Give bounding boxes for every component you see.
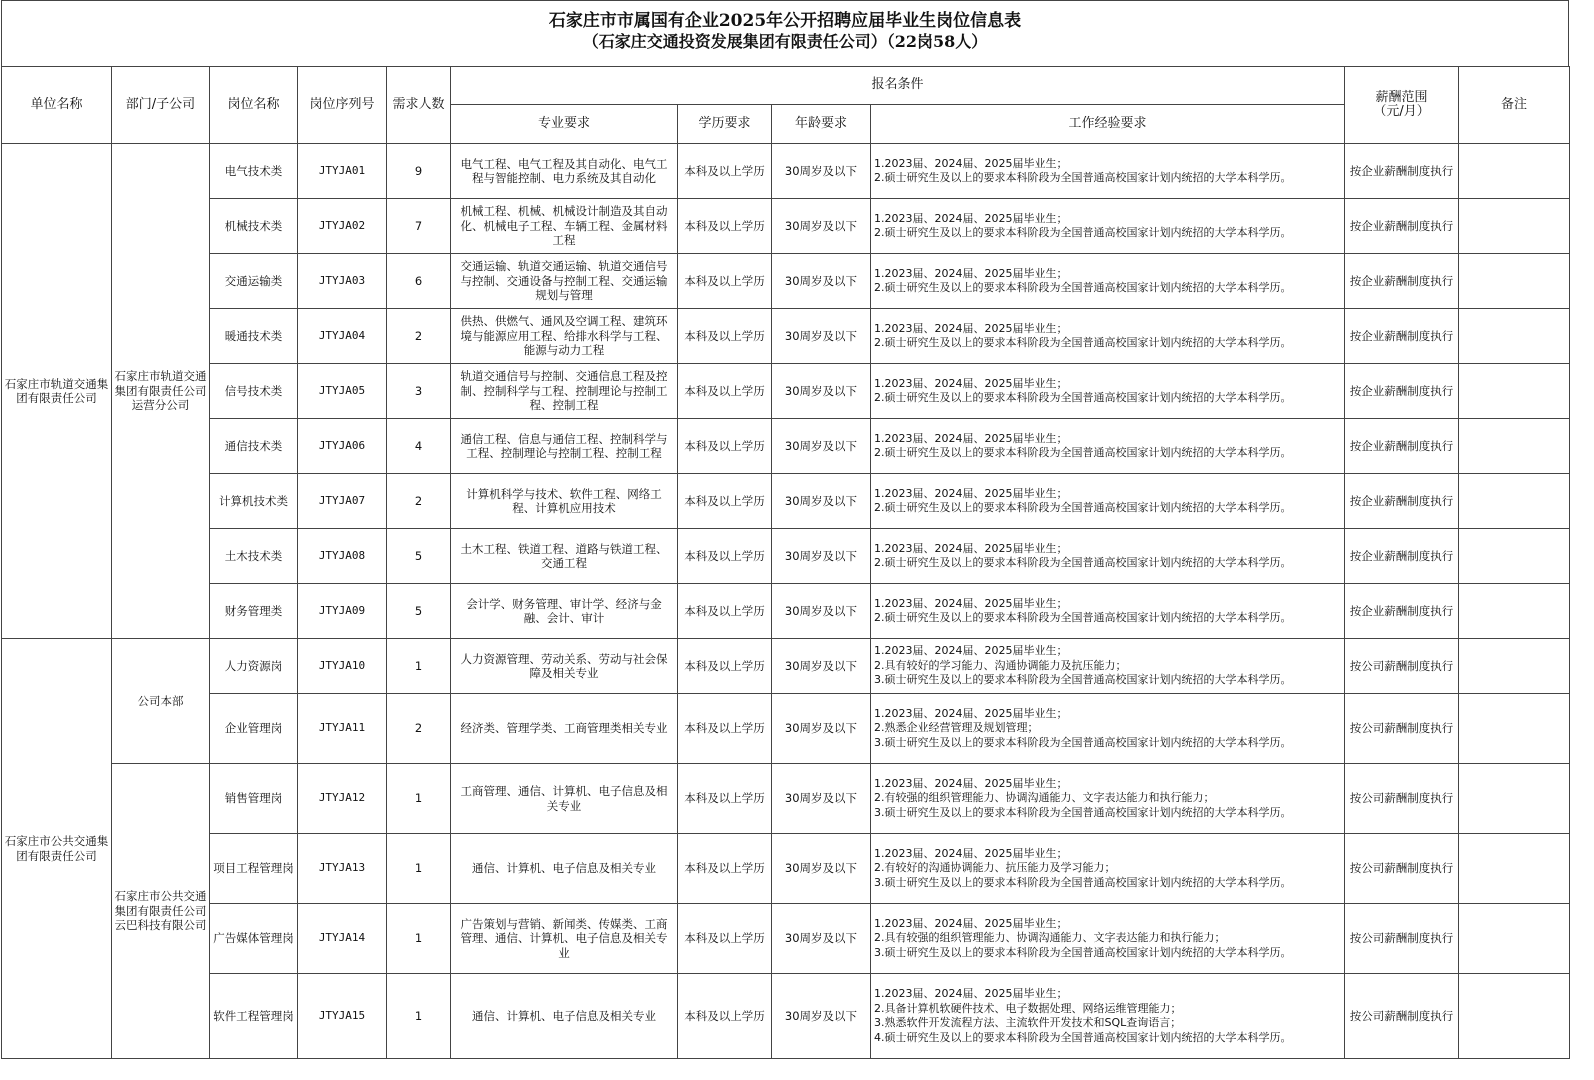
cell-age: 30周岁及以下 (772, 639, 871, 694)
cell-count: 7 (387, 199, 451, 254)
experience-line: 3.硕士研究生及以上的要求本科阶段为全国普通高校国家计划内统招的大学本科学历。 (874, 805, 1292, 819)
cell-experience (871, 364, 1345, 419)
cell-position: 交通运输类 (210, 254, 298, 309)
cell-code: JTYJA01 (298, 144, 387, 199)
cell-remark (1459, 364, 1570, 419)
experience-line: 1.2023届、2024届、2025届毕业生； (874, 266, 1068, 280)
cell-salary: 按企业薪酬制度执行 (1345, 199, 1459, 254)
cell-age: 30周岁及以下 (772, 529, 871, 584)
cell-major: 通信、计算机、电子信息及相关专业 (451, 834, 678, 904)
table-body (2, 144, 1570, 1059)
header-education: 学历要求 (678, 105, 772, 144)
cell-salary: 按公司薪酬制度执行 (1345, 764, 1459, 834)
cell-education: 本科及以上学历 (678, 974, 772, 1059)
experience-line: 2.硕士研究生及以上的要求本科阶段为全国普通高校国家计划内统招的大学本科学历。 (874, 611, 1292, 624)
cell-code: JTYJA02 (298, 199, 387, 254)
cell-count: 2 (387, 474, 451, 529)
cell-experience (871, 144, 1345, 199)
cell-dept: 石家庄市公共交通集团有限责任公司云巴科技有限公司 (112, 764, 210, 1059)
cell-position: 人力资源岗 (210, 639, 298, 694)
cell-age: 30周岁及以下 (772, 694, 871, 764)
cell-experience (871, 639, 1345, 694)
experience-line: 2.硕士研究生及以上的要求本科阶段为全国普通高校国家计划内统招的大学本科学历。 (874, 446, 1292, 459)
table-row (2, 419, 1570, 474)
experience-line: 1.2023届、2024届、2025届毕业生； (874, 486, 1068, 500)
table-row (2, 834, 1570, 904)
table-row (2, 584, 1570, 639)
cell-age: 30周岁及以下 (772, 419, 871, 474)
table-row (2, 254, 1570, 309)
cell-education: 本科及以上学历 (678, 419, 772, 474)
cell-education: 本科及以上学历 (678, 694, 772, 764)
cell-education: 本科及以上学历 (678, 904, 772, 974)
cell-major: 工商管理、通信、计算机、电子信息及相关专业 (451, 764, 678, 834)
cell-major: 电气工程、电气工程及其自动化、电气工程与智能控制、电力系统及其自动化 (451, 144, 678, 199)
cell-code: JTYJA04 (298, 309, 387, 364)
header-unit: 单位名称 (2, 67, 112, 144)
cell-experience (871, 694, 1345, 764)
cell-age: 30周岁及以下 (772, 364, 871, 419)
header-salary (1345, 67, 1459, 144)
page-subtitle: （石家庄交通投资发展集团有限责任公司）（22岗58人） (582, 32, 988, 51)
cell-education: 本科及以上学历 (678, 764, 772, 834)
experience-line: 1.2023届、2024届、2025届毕业生； (874, 156, 1068, 170)
cell-position: 电气技术类 (210, 144, 298, 199)
cell-major: 土木工程、铁道工程、道路与铁道工程、交通工程 (451, 529, 678, 584)
cell-education: 本科及以上学历 (678, 639, 772, 694)
cell-code: JTYJA03 (298, 254, 387, 309)
cell-code: JTYJA09 (298, 584, 387, 639)
cell-major: 会计学、财务管理、审计学、经济与金融、会计、审计 (451, 584, 678, 639)
cell-remark (1459, 419, 1570, 474)
cell-count: 4 (387, 419, 451, 474)
cell-experience (871, 529, 1345, 584)
cell-salary: 按公司薪酬制度执行 (1345, 834, 1459, 904)
table-row (2, 474, 1570, 529)
cell-code: JTYJA12 (298, 764, 387, 834)
cell-code: JTYJA13 (298, 834, 387, 904)
experience-line: 1.2023届、2024届、2025届毕业生； (874, 541, 1068, 555)
experience-line: 3.硕士研究生及以上的要求本科阶段为全国普通高校国家计划内统招的大学本科学历。 (874, 673, 1292, 687)
cell-position: 暖通技术类 (210, 309, 298, 364)
cell-count: 2 (387, 309, 451, 364)
cell-major: 交通运输、轨道交通运输、轨道交通信号与控制、交通设备与控制工程、交通运输规划与管理 (451, 254, 678, 309)
table-row (2, 764, 1570, 834)
table-row (2, 309, 1570, 364)
experience-line: 2.硕士研究生及以上的要求本科阶段为全国普通高校国家计划内统招的大学本科学历。 (874, 556, 1292, 569)
positions-table (1, 66, 1570, 1059)
cell-major: 计算机科学与技术、软件工程、网络工程、计算机应用技术 (451, 474, 678, 529)
experience-line: 2.有较强的组织管理能力、协调沟通能力、文字表达能力和执行能力； (874, 791, 1215, 805)
cell-age: 30周岁及以下 (772, 904, 871, 974)
cell-salary: 按企业薪酬制度执行 (1345, 309, 1459, 364)
table-row (2, 529, 1570, 584)
experience-line: 4.硕士研究生及以上的要求本科阶段为全国普通高校国家计划内统招的大学本科学历。 (874, 1030, 1292, 1044)
cell-experience (871, 419, 1345, 474)
cell-remark (1459, 694, 1570, 764)
cell-experience (871, 199, 1345, 254)
experience-line: 1.2023届、2024届、2025届毕业生； (874, 376, 1068, 390)
cell-experience (871, 584, 1345, 639)
experience-line: 3.硕士研究生及以上的要求本科阶段为全国普通高校国家计划内统招的大学本科学历。 (874, 875, 1292, 889)
table-row (2, 144, 1570, 199)
cell-position: 通信技术类 (210, 419, 298, 474)
cell-salary: 按公司薪酬制度执行 (1345, 639, 1459, 694)
experience-line: 3.硕士研究生及以上的要求本科阶段为全国普通高校国家计划内统招的大学本科学历。 (874, 945, 1292, 959)
experience-line: 3.熟悉软件开发流程方法、主流软件开发技术和SQL查询语言； (874, 1016, 1182, 1029)
cell-remark (1459, 199, 1570, 254)
cell-count: 1 (387, 974, 451, 1059)
cell-position: 广告媒体管理岗 (210, 904, 298, 974)
cell-major: 供热、供燃气、通风及空调工程、建筑环境与能源应用工程、给排水科学与工程、能源与动力工程 (451, 309, 678, 364)
recruitment-table-page (1, 0, 1569, 1060)
header-experience: 工作经验要求 (871, 105, 1345, 144)
experience-line: 1.2023届、2024届、2025届毕业生； (874, 916, 1068, 930)
cell-age: 30周岁及以下 (772, 254, 871, 309)
experience-line: 2.有较好的沟通协调能力、抗压能力及学习能力； (874, 861, 1116, 875)
cell-education: 本科及以上学历 (678, 474, 772, 529)
cell-position: 机械技术类 (210, 199, 298, 254)
header-code: 岗位序列号 (298, 67, 387, 144)
cell-major: 经济类、管理学类、工商管理类相关专业 (451, 694, 678, 764)
table-row (2, 904, 1570, 974)
cell-experience (871, 764, 1345, 834)
header-remark: 备注 (1459, 67, 1570, 144)
experience-line: 1.2023届、2024届、2025届毕业生； (874, 776, 1068, 790)
table-row (2, 694, 1570, 764)
cell-major: 广告策划与营销、新闻类、传媒类、工商管理、通信、计算机、电子信息及相关专业 (451, 904, 678, 974)
cell-salary: 按企业薪酬制度执行 (1345, 144, 1459, 199)
cell-remark (1459, 254, 1570, 309)
cell-age: 30周岁及以下 (772, 199, 871, 254)
cell-age: 30周岁及以下 (772, 144, 871, 199)
cell-salary: 按企业薪酬制度执行 (1345, 419, 1459, 474)
cell-age: 30周岁及以下 (772, 974, 871, 1059)
header-conditions: 报名条件 (451, 67, 1345, 105)
experience-line: 1.2023届、2024届、2025届毕业生； (874, 644, 1068, 658)
cell-salary: 按公司薪酬制度执行 (1345, 904, 1459, 974)
cell-unit: 石家庄市公共交通集团有限责任公司 (2, 639, 112, 1059)
cell-education: 本科及以上学历 (678, 529, 772, 584)
cell-salary: 按公司薪酬制度执行 (1345, 694, 1459, 764)
cell-position: 土木技术类 (210, 529, 298, 584)
cell-code: JTYJA15 (298, 974, 387, 1059)
cell-age: 30周岁及以下 (772, 584, 871, 639)
header-major: 专业要求 (451, 105, 678, 144)
table-row (2, 974, 1570, 1059)
cell-count: 1 (387, 764, 451, 834)
cell-experience (871, 974, 1345, 1059)
cell-remark (1459, 764, 1570, 834)
cell-unit: 石家庄市轨道交通集团有限责任公司 (2, 144, 112, 639)
cell-code: JTYJA07 (298, 474, 387, 529)
header-salary-line2: （元/月） (1373, 104, 1430, 119)
table-row (2, 199, 1570, 254)
experience-line: 2.熟悉企业经营管理及规划管理； (874, 721, 1039, 735)
experience-line: 1.2023届、2024届、2025届毕业生； (874, 846, 1068, 860)
header-dept: 部门/子公司 (112, 67, 210, 144)
cell-remark (1459, 974, 1570, 1059)
cell-count: 5 (387, 529, 451, 584)
cell-position: 软件工程管理岗 (210, 974, 298, 1059)
cell-remark (1459, 904, 1570, 974)
experience-line: 1.2023届、2024届、2025届毕业生； (874, 321, 1068, 335)
title-block (1, 0, 1569, 66)
cell-education: 本科及以上学历 (678, 364, 772, 419)
cell-code: JTYJA10 (298, 639, 387, 694)
cell-major: 人力资源管理、劳动关系、劳动与社会保障及相关专业 (451, 639, 678, 694)
cell-count: 1 (387, 639, 451, 694)
experience-line: 1.2023届、2024届、2025届毕业生； (874, 987, 1068, 1000)
cell-age: 30周岁及以下 (772, 834, 871, 904)
cell-remark (1459, 474, 1570, 529)
cell-remark (1459, 529, 1570, 584)
experience-line: 2.具有较好的学习能力、沟通协调能力及抗压能力； (874, 658, 1127, 672)
page-title: 石家庄市市属国有企业2025年公开招聘应届毕业生岗位信息表 (548, 11, 1022, 31)
cell-position: 信号技术类 (210, 364, 298, 419)
cell-count: 1 (387, 904, 451, 974)
cell-count: 1 (387, 834, 451, 904)
header-count: 需求人数 (387, 67, 451, 144)
cell-remark (1459, 584, 1570, 639)
cell-age: 30周岁及以下 (772, 309, 871, 364)
cell-remark (1459, 144, 1570, 199)
cell-remark (1459, 639, 1570, 694)
cell-education: 本科及以上学历 (678, 309, 772, 364)
cell-salary: 按企业薪酬制度执行 (1345, 529, 1459, 584)
cell-count: 2 (387, 694, 451, 764)
cell-experience (871, 254, 1345, 309)
experience-line: 2.具有较强的组织管理能力、协调沟通能力、文字表达能力和执行能力； (874, 931, 1226, 945)
cell-education: 本科及以上学历 (678, 199, 772, 254)
experience-line: 1.2023届、2024届、2025届毕业生； (874, 211, 1068, 225)
experience-line: 1.2023届、2024届、2025届毕业生； (874, 431, 1068, 445)
cell-count: 9 (387, 144, 451, 199)
cell-dept: 石家庄市轨道交通集团有限责任公司运营分公司 (112, 144, 210, 639)
experience-line: 3.硕士研究生及以上的要求本科阶段为全国普通高校国家计划内统招的大学本科学历。 (874, 735, 1292, 749)
cell-position: 计算机技术类 (210, 474, 298, 529)
cell-education: 本科及以上学历 (678, 584, 772, 639)
experience-line: 2.硕士研究生及以上的要求本科阶段为全国普通高校国家计划内统招的大学本科学历。 (874, 501, 1292, 514)
cell-position: 财务管理类 (210, 584, 298, 639)
cell-count: 5 (387, 584, 451, 639)
table-row (2, 639, 1570, 694)
header-age: 年龄要求 (772, 105, 871, 144)
cell-salary: 按企业薪酬制度执行 (1345, 364, 1459, 419)
cell-salary: 按公司薪酬制度执行 (1345, 974, 1459, 1059)
cell-position: 销售管理岗 (210, 764, 298, 834)
cell-major: 通信、计算机、电子信息及相关专业 (451, 974, 678, 1059)
cell-count: 6 (387, 254, 451, 309)
experience-line: 2.硕士研究生及以上的要求本科阶段为全国普通高校国家计划内统招的大学本科学历。 (874, 391, 1292, 404)
cell-salary: 按企业薪酬制度执行 (1345, 254, 1459, 309)
cell-major: 通信工程、信息与通信工程、控制科学与工程、控制理论与控制工程、控制工程 (451, 419, 678, 474)
cell-age: 30周岁及以下 (772, 474, 871, 529)
cell-education: 本科及以上学历 (678, 254, 772, 309)
cell-remark (1459, 834, 1570, 904)
cell-experience (871, 834, 1345, 904)
header-position: 岗位名称 (210, 67, 298, 144)
cell-age: 30周岁及以下 (772, 764, 871, 834)
experience-line: 1.2023届、2024届、2025届毕业生； (874, 596, 1068, 610)
cell-remark (1459, 309, 1570, 364)
cell-salary: 按企业薪酬制度执行 (1345, 584, 1459, 639)
cell-major: 轨道交通信号与控制、交通信息工程及控制、控制科学与工程、控制理论与控制工程、控制工程 (451, 364, 678, 419)
header-salary-line1: 薪酬范围 (1375, 89, 1428, 105)
cell-experience (871, 904, 1345, 974)
experience-line: 1.2023届、2024届、2025届毕业生； (874, 706, 1068, 720)
cell-code: JTYJA08 (298, 529, 387, 584)
experience-line: 2.硕士研究生及以上的要求本科阶段为全国普通高校国家计划内统招的大学本科学历。 (874, 226, 1292, 239)
cell-position: 项目工程管理岗 (210, 834, 298, 904)
table-row (2, 364, 1570, 419)
cell-experience (871, 474, 1345, 529)
experience-line: 2.硕士研究生及以上的要求本科阶段为全国普通高校国家计划内统招的大学本科学历。 (874, 171, 1292, 184)
cell-code: JTYJA11 (298, 694, 387, 764)
cell-education: 本科及以上学历 (678, 834, 772, 904)
cell-major: 机械工程、机械、机械设计制造及其自动化、机械电子工程、车辆工程、金属材料工程 (451, 199, 678, 254)
experience-line: 2.硕士研究生及以上的要求本科阶段为全国普通高校国家计划内统招的大学本科学历。 (874, 281, 1292, 294)
experience-line: 2.硕士研究生及以上的要求本科阶段为全国普通高校国家计划内统招的大学本科学历。 (874, 336, 1292, 349)
cell-position: 企业管理岗 (210, 694, 298, 764)
cell-code: JTYJA05 (298, 364, 387, 419)
cell-education: 本科及以上学历 (678, 144, 772, 199)
cell-dept: 公司本部 (112, 639, 210, 764)
cell-experience (871, 309, 1345, 364)
cell-code: JTYJA14 (298, 904, 387, 974)
cell-salary: 按企业薪酬制度执行 (1345, 474, 1459, 529)
cell-count: 3 (387, 364, 451, 419)
cell-code: JTYJA06 (298, 419, 387, 474)
experience-line: 2.具备计算机软硬件技术、电子数据处理、网络运维管理能力； (874, 1001, 1182, 1015)
